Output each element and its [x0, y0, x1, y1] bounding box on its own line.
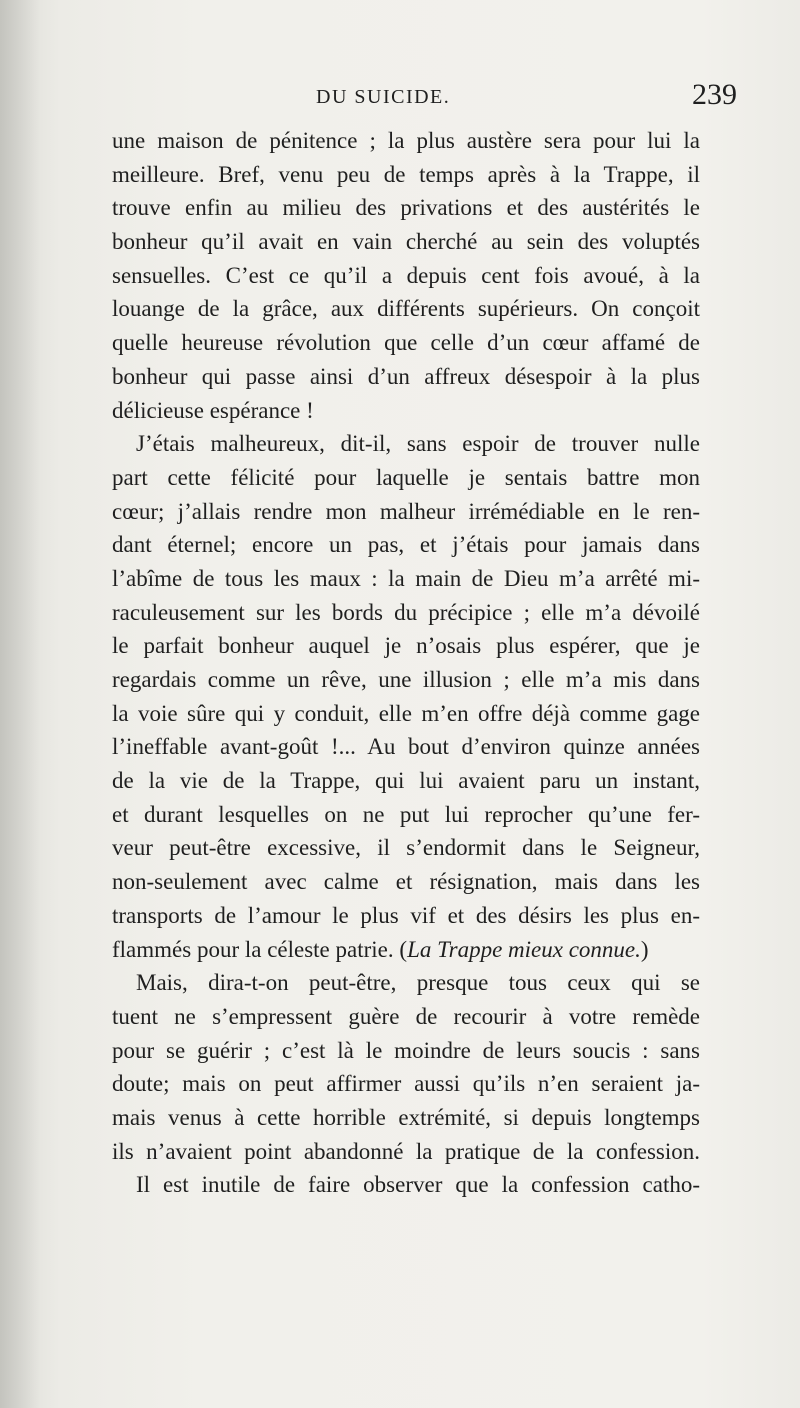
text-line-with-citation: [112, 933, 700, 967]
text-line: meilleure. Bref, venu peu de temps après à la Trappe, il: [112, 161, 700, 187]
text-line: ils n’avaient point abandonné la pratique de la confession.: [112, 1138, 700, 1164]
page-number: 239: [692, 78, 737, 111]
text-line: transports de l’amour le plus vif et des désirs les plus en-: [112, 902, 700, 928]
text-line: bonheur qu’il avait en vain cherché au sein des voluptés: [112, 229, 700, 255]
text-line: sensuelles. C’est ce qu’il a depuis cent fois avoué, à la: [112, 262, 700, 288]
text-line: part cette félicité pour laquelle je sentais battre mon: [112, 464, 700, 490]
text-line: pour se guérir ; c’est là le moindre de leurs soucis : sans: [112, 1037, 700, 1063]
text-line: doute; mais on peut affirmer aussi qu’ils n’en seraient ja-: [112, 1071, 700, 1097]
text-line: et durant lesquelles on ne put lui reprocher qu’une fer-: [112, 801, 700, 827]
text-line: bonheur qui passe ainsi d’un affreux désespoir à la plus: [112, 363, 700, 389]
text-line: trouve enfin au milieu des privations et des austérités le: [112, 195, 700, 221]
text-line: l’abîme de tous les maux : la main de Dieu m’a arrêté mi-: [112, 565, 700, 591]
page-gutter-shadow: [0, 0, 40, 1408]
citation-close-paren: ): [640, 936, 649, 962]
page-header: [0, 72, 800, 112]
text-line: cœur; j’allais rendre mon malheur irrémédiable en le ren-: [112, 498, 700, 524]
text-line: louange de la grâce, aux différents supérieurs. On conçoit: [112, 296, 700, 322]
text-line: la voie sûre qui y conduit, elle m’en offre déjà comme gage: [112, 700, 700, 726]
text-line: regardais comme un rêve, une illusion ; elle m’a mis dans: [112, 667, 700, 692]
text-line: quelle heureuse révolution que celle d’un cœur affamé de: [112, 330, 700, 356]
text-line: non-seulement avec calme et résignation, mais dans les: [112, 869, 700, 895]
text-fragment: flammés pour la céleste patrie.: [112, 936, 394, 962]
text-line: tuent ne s’empressent guère de recourir à votre remède: [112, 1003, 700, 1029]
text-line: veur peut-être excessive, il s’endormit dans le Seigneur,: [112, 835, 700, 861]
text-line: mais venus à cette horrible extrémité, si depuis longtemps: [112, 1104, 700, 1130]
paragraph-start-line: J’étais malheureux, dit-il, sans espoir de trouver nulle: [136, 431, 700, 457]
text-line: raculeusement sur les bords du précipice ; elle m’a dévoilé: [112, 599, 700, 625]
paragraph-start-line: Il est inutile de faire observer que la confession catho-: [136, 1172, 700, 1198]
body-text: [112, 124, 700, 1202]
text-line: l’ineffable avant-goût !... Au bout d’environ quinze années: [112, 734, 700, 760]
text-line: délicieuse espérance !: [112, 397, 314, 423]
paragraph-start-line: Mais, dira-t-on peut-être, presque tous ceux qui se: [136, 970, 700, 996]
text-line: de la vie de la Trappe, qui lui avaient paru un instant,: [112, 768, 700, 794]
running-head: DU SUICIDE.: [316, 86, 451, 108]
text-line: le parfait bonheur auquel je n’osais plus espérer, que je: [112, 633, 700, 659]
text-line: une maison de pénitence ; la plus austère sera pour lui la: [112, 128, 700, 153]
text-line: dant éternel; encore un pas, et j’étais pour jamais dans: [112, 532, 700, 558]
citation-open-paren: (: [399, 936, 408, 962]
citation-title: La Trappe mieux connue.: [407, 936, 641, 962]
